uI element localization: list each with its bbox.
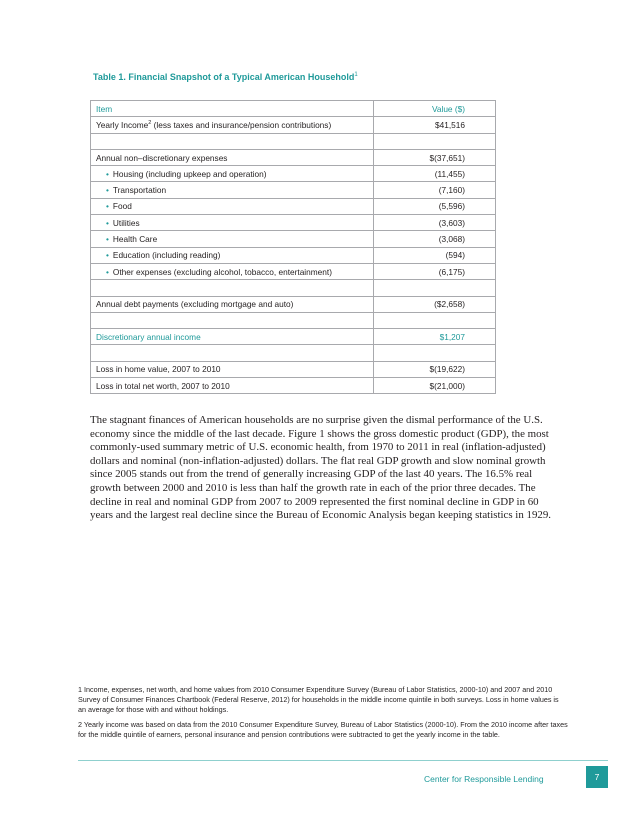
table-row (91, 378, 496, 394)
loss-value: $(21,000) (374, 378, 496, 394)
income-label-cell (91, 117, 374, 133)
footer-divider (78, 760, 608, 761)
expense-value: (11,455) (374, 166, 496, 182)
expense-label: Health Care (112, 234, 158, 245)
expense-label: Other expenses (excluding alcohol, tobacco, entertainment) (112, 266, 332, 277)
table-title-note: 1 (354, 72, 358, 78)
discretionary-label: Discretionary annual income (91, 329, 374, 345)
table-row (91, 296, 496, 312)
table-row (91, 215, 496, 231)
bullet-icon: • (106, 266, 109, 277)
expense-label: Education (including reading) (112, 250, 221, 261)
footnotes (78, 685, 568, 745)
income-value: $41,516 (374, 117, 496, 133)
income-suffix: (less taxes and insurance/pension contributions) (151, 119, 332, 130)
table-row (91, 182, 496, 198)
expense-value: (7,160) (374, 182, 496, 198)
debt-value: ($2,658) (374, 296, 496, 312)
footer-org-name: Center for Responsible Lending (424, 774, 544, 784)
expense-value: (5,596) (374, 198, 496, 214)
income-label: Yearly Income (96, 119, 149, 130)
blank-row (91, 312, 496, 328)
header-item: Item (91, 101, 374, 117)
table-row (91, 149, 496, 165)
bullet-icon: • (106, 250, 109, 261)
expense-value: (594) (374, 247, 496, 263)
blank-row (91, 345, 496, 361)
expense-label: Transportation (112, 185, 167, 196)
expense-value: (3,603) (374, 215, 496, 231)
nondisc-label: Annual non–discretionary expenses (91, 149, 374, 165)
page-number: 7 (586, 766, 608, 788)
financial-snapshot-table (90, 100, 496, 394)
expense-value: (6,175) (374, 263, 496, 279)
expense-label: Housing (including upkeep and operation) (112, 168, 267, 179)
table-title-text: Table 1. Financial Snapshot of a Typical American Household (93, 72, 355, 82)
blank-row (91, 280, 496, 296)
table-row (91, 166, 496, 182)
table-header-row (91, 101, 496, 117)
table-row (91, 361, 496, 377)
table-title (93, 72, 358, 82)
footnote-1: 1 Income, expenses, net worth, and home values from 2010 Consumer Expenditure Survey (Bureau of Labor Statistics, 2000-10) and 2007 and 2010 Survey of Consumer Finances Chartbook (Federal Reserve, 2012) for households in the middle income quintile in both surveys. Loss in home values is an average for those with and without holdings. (78, 685, 559, 714)
loss-value: $(19,622) (374, 361, 496, 377)
bullet-icon: • (106, 201, 109, 212)
discretionary-value: $1,207 (374, 329, 496, 345)
header-value: Value ($) (374, 101, 496, 117)
table-row (91, 247, 496, 263)
footnote-2: 2 Yearly income was based on data from the 2010 Consumer Expenditure Survey, Bureau of Labor Statistics (2000-10). From the 2010 income after taxes for the middle quintile of earners, personal insurance and pension contributions were subtracted to get the yearly income in the table. (78, 720, 568, 739)
bullet-icon: • (106, 234, 109, 245)
bullet-icon: • (106, 185, 109, 196)
table-row (91, 263, 496, 279)
table-row (91, 198, 496, 214)
blank-row (91, 133, 496, 149)
expense-value: (3,068) (374, 231, 496, 247)
expense-label: Food (112, 201, 132, 212)
loss-label: Loss in total net worth, 2007 to 2010 (91, 378, 374, 394)
bullet-icon: • (106, 168, 109, 179)
expense-label: Utilities (112, 217, 140, 228)
debt-label: Annual debt payments (excluding mortgage and auto) (91, 296, 374, 312)
income-note: 2 (148, 120, 152, 127)
table-row (91, 231, 496, 247)
body-paragraph: The stagnant finances of American households are no surprise given the dismal performance of the U.S. economy since the middle of the last decade. Figure 1 shows the gross domestic product (GDP), the most commonly-used summary metric of U.S. economic health, from 1970 to 2011 in real (inflation-adjusted) dollars and nominal (non-inflation-adjusted) dollars. The flat real GDP growth and slow nominal growth since 2005 stands out from the trend of generally increasing GDP of the last 40 years. The 16.5% real growth between 2000 and 2010 is less than half the growth rate in each of the prior three decades. The decline in real and nominal GDP from 2007 to 2009 represented the first nominal decline in GDP in 60 years and the largest real decline since the Bureau of Economic Analysis began keeping statistics in 1929. (90, 414, 552, 522)
table-row (91, 329, 496, 345)
loss-label: Loss in home value, 2007 to 2010 (91, 361, 374, 377)
nondisc-value: $(37,651) (374, 149, 496, 165)
table-row (91, 117, 496, 133)
bullet-icon: • (106, 217, 109, 228)
